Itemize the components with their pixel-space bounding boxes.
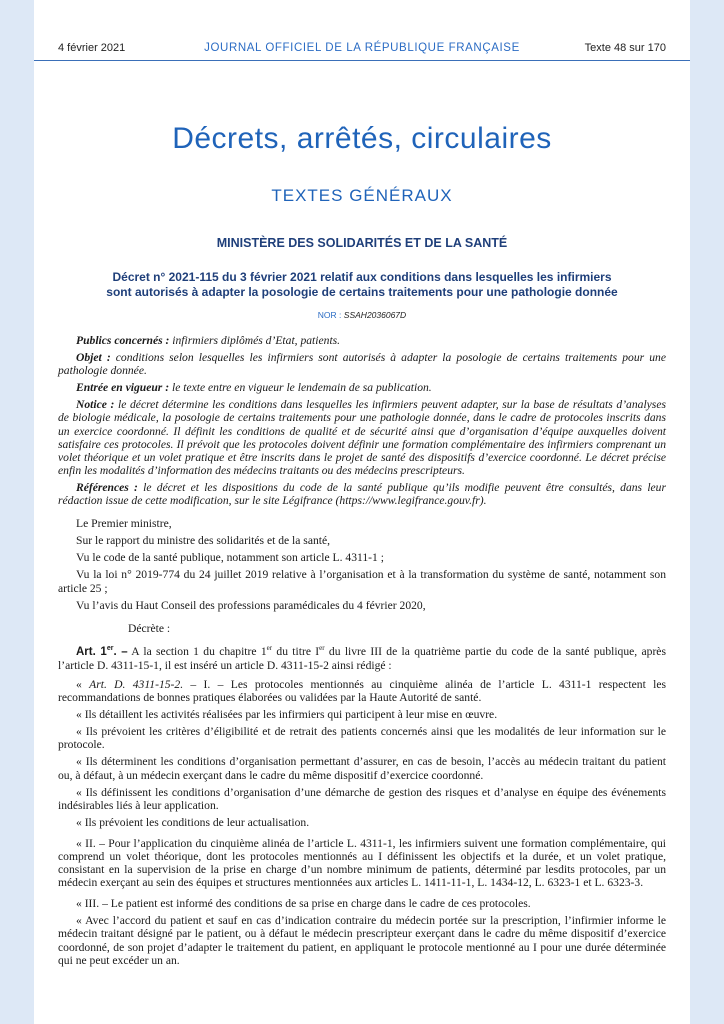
ministry-name: MINISTÈRE DES SOLIDARITÉS ET DE LA SANTÉ (216, 236, 508, 250)
preamble-line: Vu la loi n° 2019-774 du 24 juillet 2019 relative à l’organisation et à la transformation du système de santé, notamment son article 25 ; (58, 568, 666, 595)
quote-open: « (76, 677, 90, 691)
decree-title (74, 270, 650, 300)
article-ref: Art. D. 4311-15-2. (89, 677, 184, 691)
superscript: er (266, 643, 273, 652)
article-label-text: Art. 1 (76, 645, 107, 658)
article-text: du livre III de la quatrième partie du code de la santé publique, après l’article D. 4311-15-1, il est inséré un article D. 4311-15-2 ainsi rédigé : (58, 644, 666, 672)
summary-text: le décret détermine les conditions dans lesquelles les infirmiers peuvent adapter, sur la base de résultats d’analyses de biologie médicale, la posologie de certains traitements pour une pathologie donnée, dans le cadre de protocoles inscrits dans un exercice coordonné. Il définit les conditions de qualité et de sécurité ainsi que d’organisation d’équipe auxquelles doivent satisfaire ces protocoles. Il prévoit que les protocoles doivent définir une formation complémentaire des infirmiers comprenant un volet théorique et un volet pratique et être inscrits dans le projet de santé des dispositifs d’exercice coordonné. Le décret précise enfin les modalités d’information des médecins traitants ou des médecins prescripteurs. (58, 398, 666, 477)
section-title: Décrets, arrêtés, circulaires (172, 122, 552, 155)
article-label-dash: . – (113, 645, 128, 658)
article-1-intro (58, 645, 666, 672)
article-label (76, 646, 128, 658)
nor-label: NOR : (317, 310, 342, 320)
superscript: er (319, 643, 325, 652)
header-text-number: Texte 48 sur 170 (584, 42, 666, 54)
article-paragraph: « Ils déterminent les conditions d’organisation permettant d’assurer, en cas de besoin, l’accès au médecin traitant du patient ou, à défaut, à un médecin exerçant dans le cadre du même dispositif d’exercice coordonné. (58, 755, 666, 782)
preamble-line: Sur le rapport du ministre des solidarités et de la santé, (76, 534, 331, 548)
article-paragraph: « Ils prévoient les conditions de leur actualisation. (76, 815, 310, 829)
preamble-line: Vu l’avis du Haut Conseil des professions paramédicales du 4 février 2020, (76, 598, 426, 612)
summary-text: conditions selon lesquelles les infirmiers sont autorisés à adapter la posologie de certains traitements pour une pathologie donnée. (58, 351, 666, 378)
article-paragraph: « Ils prévoient les critères d’éligibilité et de retrait des patients concernés ainsi que les modalités de leur information sur le protocole. (58, 725, 666, 752)
article-paragraph: « II. – Pour l’application du cinquième alinéa de l’article L. 4311-1, les infirmiers suivent une formation complémentaire, qui comprend un volet théorique, dont les protocoles mentionnés au I définissent les objectifs et la durée, et un volet pratique, consistant en la supervision de la prise en charge d’un nombre minimum de patients, déterminé par lesdits protocoles, par un médecin exerçant au sein des équipes et structures mentionnées aux articles L. 1411-11-1, L. 1434-12, L. 6323-1 et L. 6323-3. (58, 836, 666, 890)
page-header (58, 42, 666, 58)
decree-title-line: sont autorisés à adapter la posologie de certains traitements pour une pathologie donnée (106, 285, 618, 299)
summary-text: infirmiers diplômés d’Etat, patients. (169, 334, 341, 347)
article-label-sup: er (106, 644, 114, 652)
article-paragraph: « Avec l’accord du patient et sauf en cas d’indication contraire du médecin portée sur la prescription, l’infirmier informe le médecin traitant désigné par le patient, ou à défaut le médecin prescripteur exerçant dans le cadre du même dispositif d’exercice coordonné, de son projet d’adapter le traitement du patient, en appliquant le protocole mentionné au I pour une durée déterminée qui ne peut excéder un an. (58, 914, 666, 967)
summary-label: Objet : (76, 351, 111, 365)
summary-publics (58, 334, 666, 347)
preamble-line: Le Premier ministre, (76, 517, 172, 531)
article-paragraph: « III. – Le patient est informé des conditions de sa prise en charge dans le cadre de ces protocoles. (76, 897, 531, 911)
summary-label: Références : (76, 480, 138, 494)
article-text: – I. – Les protocoles mentionnés au cinquième alinéa de l’article L. 4311-1 respectent les recommandations de bonnes pratiques élaborées ou validées par la Haute Autorité de santé. (58, 677, 666, 705)
summary-text: le décret et les dispositions du code de la santé publique qu’ils modifie peuvent être consultés, dans leur rédaction issue de cette modification, sur le site Légifrance (https://www.legifrance.gouv.fr). (58, 480, 666, 508)
left-margin-stripe (0, 0, 34, 1024)
summary-label: Notice : (76, 398, 115, 412)
summary-label: Entrée en vigueur : (76, 381, 170, 395)
nor-code: SSAH2036067D (343, 310, 407, 320)
summary-text: le texte entre en vigueur le lendemain de sa publication. (169, 381, 432, 395)
article-text: du titre I (272, 644, 320, 658)
header-journal-name: JOURNAL OFFICIEL DE LA RÉPUBLIQUE FRANÇAISE (204, 42, 520, 54)
decrete-line: Décrète : (128, 621, 171, 635)
header-date: 4 février 2021 (58, 42, 126, 54)
summary-notice (58, 398, 666, 477)
article-paragraph (58, 678, 666, 704)
article-paragraph: « Ils définissent les conditions d’organisation d’une démarche de gestion des risques et d’analyse en équipe des événements indésirables liés à leur application. (58, 785, 666, 812)
summary-entree (58, 381, 666, 394)
article-paragraph: « Ils détaillent les activités réalisées par les infirmiers qui participent à leur mise en œuvre. (76, 708, 498, 722)
summary-label: Publics concernés : (76, 334, 170, 347)
article-text: A la section 1 du chapitre 1 (127, 644, 267, 658)
document-body (58, 334, 666, 967)
nor-reference (34, 310, 690, 320)
header-rule (34, 60, 690, 61)
summary-objet (58, 351, 666, 377)
section-subtitle: TEXTES GÉNÉRAUX (271, 186, 453, 205)
preamble-line: Vu le code de la santé publique, notamment son article L. 4311-1 ; (76, 551, 384, 565)
right-margin-stripe (690, 0, 724, 1024)
summary-references (58, 481, 666, 507)
decree-title-line: Décret n° 2021-115 du 3 février 2021 relatif aux conditions dans lesquelles les infirmiers (112, 270, 612, 284)
